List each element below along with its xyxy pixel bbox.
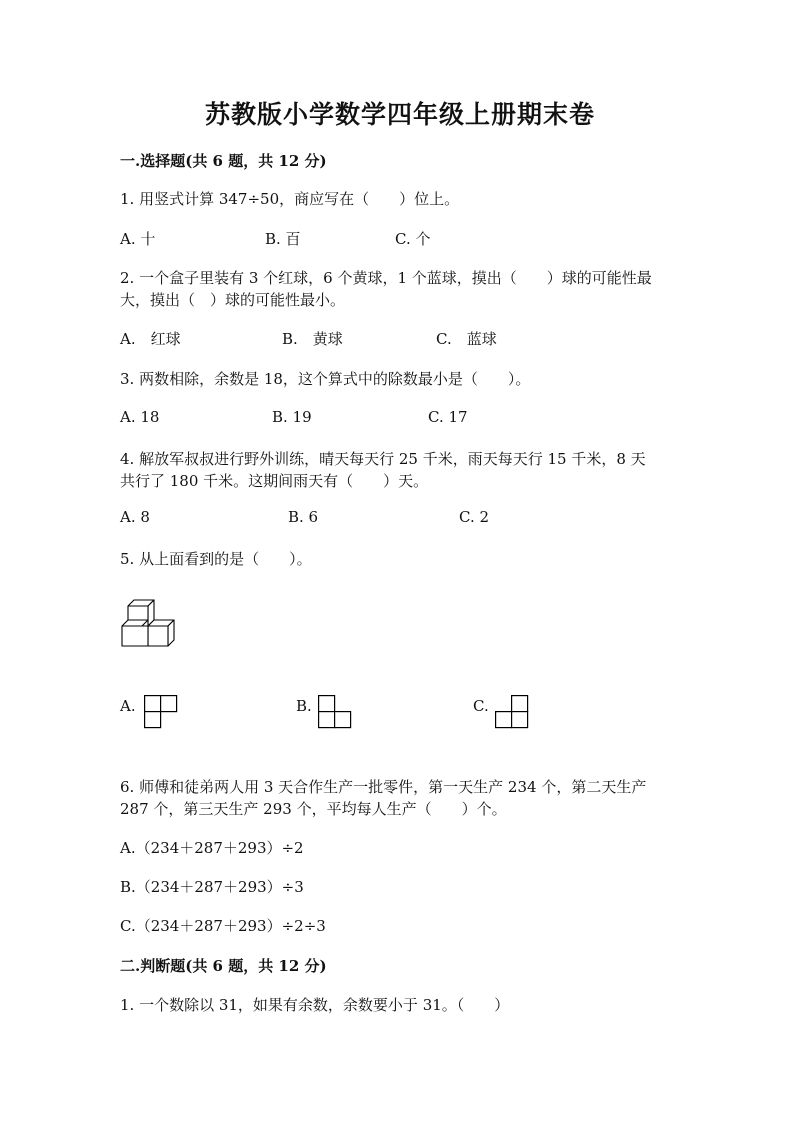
q1-option-a: A. 十 xyxy=(120,230,156,248)
q5-option-a-figure xyxy=(144,695,178,729)
q4-option-b: B. 6 xyxy=(288,508,319,526)
question-3: 3. 两数相除，余数是 18，这个算式中的除数最小是（ ）。 xyxy=(120,370,531,388)
q1-option-c: C. 个 xyxy=(395,230,431,248)
judgement-question-1: 1. 一个数除以 31，如果有余数，余数要小于 31。（ ） xyxy=(120,996,510,1014)
question-4-line-2: 共行了 180 千米。这期间雨天有（ ）天。 xyxy=(120,472,429,490)
question-1: 1. 用竖式计算 347÷50，商应写在（ ）位上。 xyxy=(120,190,460,208)
question-2-line-1: 2. 一个盒子里装有 3 个红球，6 个黄球，1 个蓝球，摸出（ ）球的可能性最 xyxy=(120,269,652,287)
q3-option-a: A. 18 xyxy=(120,408,160,426)
q6-option-b: B.（234＋287＋293）÷3 xyxy=(120,878,304,896)
question-4-line-1: 4. 解放军叔叔进行野外训练，晴天每天行 25 千米，雨天每天行 15 千米，8 天 xyxy=(120,450,646,468)
q3-option-c: C. 17 xyxy=(428,408,468,426)
question-6-line-2: 287 个，第三天生产 293 个，平均每人生产（ ）个。 xyxy=(120,800,507,818)
question-2-line-2: 大，摸出（ ）球的可能性最小。 xyxy=(120,291,346,309)
section-heading-choice: 一.选择题(共 6 题，共 12 分) xyxy=(120,152,327,170)
question-5: 5. 从上面看到的是（ ）。 xyxy=(120,550,312,568)
q4-option-a: A. 8 xyxy=(120,508,150,526)
question-6-line-1: 6. 师傅和徒弟两人用 3 天合作生产一批零件，第一天生产 234 个，第二天生产 xyxy=(120,778,647,796)
q5-option-b: B. xyxy=(296,697,312,715)
q5-option-c: C. xyxy=(473,697,489,715)
q6-option-a: A.（234＋287＋293）÷2 xyxy=(120,839,304,857)
q2-option-b: B. 黄球 xyxy=(282,330,343,348)
section-heading-judgement: 二.判断题(共 6 题，共 12 分) xyxy=(120,957,327,975)
q6-option-c: C.（234＋287＋293）÷2÷3 xyxy=(120,917,326,935)
cube-stack-figure xyxy=(118,598,182,650)
q5-option-c-figure xyxy=(495,695,529,729)
q1-option-b: B. 百 xyxy=(265,230,301,248)
q5-option-b-figure xyxy=(318,695,352,729)
q3-option-b: B. 19 xyxy=(272,408,312,426)
q5-option-a: A. xyxy=(120,697,136,715)
page-title: 苏教版小学数学四年级上册期末卷 xyxy=(204,100,595,129)
q4-option-c: C. 2 xyxy=(459,508,490,526)
q2-option-a: A. 红球 xyxy=(120,330,181,348)
q2-option-c: C. 蓝球 xyxy=(436,330,497,348)
